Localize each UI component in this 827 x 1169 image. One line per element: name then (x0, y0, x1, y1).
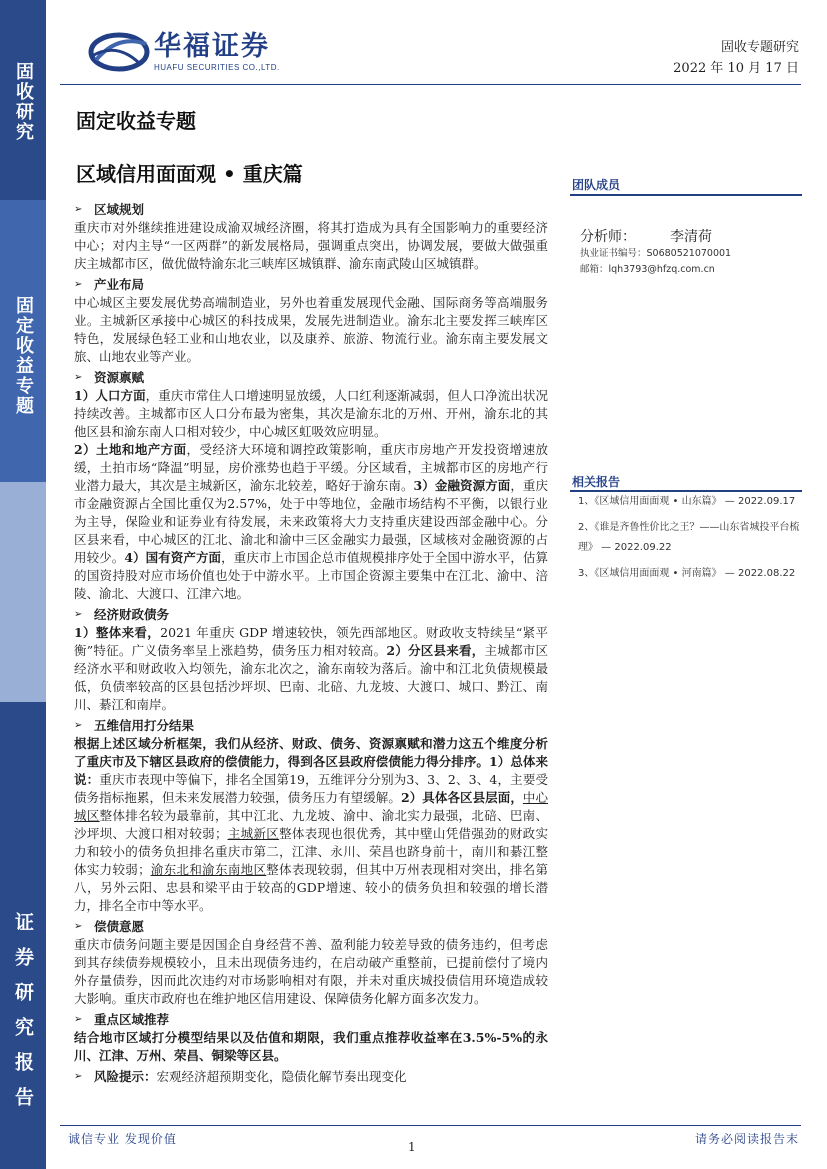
section-heading: ➢ 资源禀赋 (74, 369, 145, 385)
section-paragraph: 中心城区主要发展优势高端制造业，另外也着重发展现代金融、国际商务等高端服务业。主城新区承接中心城区的科技成果，发展先进制造业。渝东北主要发挥三峡库区特色，发展绿色轻工业和山地农业，以及康养、旅游、物流行业。渝东南主要发展文旅、山地农业等产业。 (74, 295, 548, 364)
analyst-email[interactable]: 邮箱：lqh3793@hfzq.com.cn (580, 264, 715, 275)
main-summary (74, 200, 548, 1086)
related-report-item[interactable]: 3、《区域信用面面观 • 河南篇》 — 2022.08.22 (578, 568, 796, 579)
analyst-card (580, 226, 802, 278)
logo-chinese-name: 华福证券 (154, 31, 270, 62)
analyst-name: 李清荷 (670, 229, 712, 245)
arrow-bullet-icon: ➢ (74, 1070, 83, 1082)
related-reports-list (578, 492, 802, 590)
footer-slogan: 诚信专业 发现价值 (68, 1132, 177, 1146)
section-paragraph: 重庆市债务问题主要是因国企自身经营不善、盈利能力较差导致的债务违约，但考虑到其存续债券规模较小，且未出现债务违约，在启动破产重整前，已提前偿付了境内外存量债券，因而此次违约对市场影响相对有限，并未对重庆城投债信用环境造成较大影响。重庆市政府也在维护地区信用建设、保障债务化解方面多次发力。 (74, 937, 548, 1006)
section-heading: ➢ 五维信用打分结果 (74, 717, 195, 733)
related-report-item[interactable]: 1、《区域信用面面观 • 山东篇》 — 2022.09.17 (578, 496, 796, 507)
arrow-bullet-icon: ➢ (74, 371, 83, 383)
left-vertical-band (0, 0, 46, 1169)
section-heading: ➢ 区域规划 (74, 201, 145, 217)
section-heading: ➢ 经济财政债务 (74, 606, 170, 622)
band-label-fixed-income-topic: 固定收益专题 (13, 296, 34, 416)
section-paragraph: 1）人口方面，重庆市常住人口增速明显放缓，人口红利逐渐减弱，但人口净流出状况持续改善。主城都市区人口分布最为密集，其次是渝东北的万州、开州，渝东北的其他区县和渝东南人口相对较少，中心城区虹吸效应明显。 2）土地和地产方面，受经济大环境和调控政策影响，重庆市房地产开发投资增速放缓，土拍市场“降温”明显，房价涨势也趋于平缓。分区域看，主城都市区的房地产行业潜力最大，其次是主城新区，渝东北较差，略好于渝东南。3）金融资源方面，重庆市金融资源占全国比重仅为2.57%，处于中等地位，金融市场结构不平衡，以银行业为主导，保险业和证券业有待发展，未来政策将大力支持重庆建设西部金融中心。分区县来看，中心城区的江北、渝北和渝中三区金融实力最强，区域核对金融资源的占用较少。4）国有资产方面，重庆市上市国企总市值规模排序处于全国中游水平，估算的国资持股对应市场价值也处于中游水平。上市国企资源主要集中在江北、渝中、涪陵、渝北、大渡口、江津六地。 (74, 388, 548, 601)
footer-divider (60, 1125, 801, 1126)
section-paragraph: 1）整体来看，2021 年重庆 GDP 增速较快，领先西部地区。财政收支特续呈“紧平衡”特征。广义债务率呈上涨趋势，债务压力相对较高。2）分区县来看，主城都市区经济水平和财政收入均领先，渝东北次之，渝东南较为落后。渝中和江北负债规模最低，负债率较高的区县包括沙坪坝、巴南、北碚、九龙坡、大渡口、城口、黔江、南川、綦江和南岸。 (74, 625, 548, 712)
section-heading: ➢ 重点区域推荐 (74, 1011, 170, 1027)
report-title: 区域信用面面观 • 重庆篇 (76, 162, 303, 186)
page-number: 1 (408, 1140, 416, 1154)
team-title-divider (570, 194, 802, 196)
band-label-securities-report: 证券研究报告 (12, 912, 34, 1122)
report-category: 固定收益专题 (76, 109, 196, 133)
section-paragraph: 根据上述区域分析框架，我们从经济、财政、债务、资源禀赋和潜力这五个维度分析了重庆市及下辖区县政府的偿债能力，得到各区县政府偿债能力得分排序。1）总体来说：重庆市表现中等偏下，排名全国第19，五维评分分别为3、3、2、3、4，主要受债务指标拖累，但未来发展潜力较强，债务压力有望缓解。2）具体各区县层面，中心城区整体排名较为最靠前，其中江北、九龙坡、渝中、渝北实力最强，北碚、巴南、沙坪坝、大渡口相对较弱；主城新区整体表现也很优秀，其中壁山凭借强劲的财政实力和较小的债务负担排名重庆市第二，江津、永川、荣昌也跻身前十，南川和綦江整体实力较弱；渝东北和渝东南地区整体表现较弱，但其中万州表现相对突出，排名第八，另外云阳、忠县和梁平由于较高的GDP增速、较小的债务负担和较强的增长潜力，排名全市中等水平。 (74, 736, 548, 913)
section-paragraph: 结合地市区域打分模型结果以及估值和期限，我们重点推荐收益率在3.5%-5%的永川、江津、万州、荣昌、铜梁等区县。 (74, 1030, 548, 1063)
report-type: 固收专题研究 (720, 40, 799, 55)
section-heading: ➢ 偿债意愿 (74, 918, 145, 934)
band-label-fixed-income-research: 固收研究 (13, 62, 34, 142)
related-report-item[interactable]: 2、《谁是齐鲁性价比之王？——山东省城投平台梳理》 — 2022.09.22 (578, 522, 800, 553)
team-members-title: 团队成员 (572, 178, 621, 192)
section-paragraph: 重庆市对外继续推进建设成渝双城经济圈，将其打造成为具有全国影响力的重要经济中心；对内主导“一区两群”的新发展格局，强调重点突出，协调发展，要做大做强重庆主城都市区，做优做特渝东北三峡库区城镇群、渝东南武陵山区城镇群。 (74, 220, 548, 271)
arrow-bullet-icon: ➢ (74, 278, 83, 290)
header-meta (673, 37, 799, 79)
logo-english-name: HUAFU SECURITIES CO.,LTD. (154, 63, 280, 72)
company-logo (88, 30, 280, 74)
report-date: 2022 年 10 月 17 日 (673, 61, 799, 76)
footer-disclaimer-note: 请务必阅读报告末 (694, 1132, 799, 1146)
arrow-bullet-icon: ➢ (74, 203, 83, 215)
analyst-cert-number: 执业证书编号：S0680521070001 (580, 248, 732, 259)
analyst-role: 分析师： (580, 229, 636, 245)
risk-warning: ➢ 风险提示： 宏观经济超预期变化，隐债化解节奏出现变化 (74, 1068, 407, 1084)
related-reports-title: 相关报告 (572, 475, 621, 489)
arrow-bullet-icon: ➢ (74, 1013, 83, 1025)
arrow-bullet-icon: ➢ (74, 608, 83, 620)
arrow-bullet-icon: ➢ (74, 920, 83, 932)
logo-swoosh-icon (88, 30, 150, 74)
header-divider (60, 84, 801, 85)
arrow-bullet-icon: ➢ (74, 719, 83, 731)
section-heading: ➢ 产业布局 (74, 276, 145, 292)
